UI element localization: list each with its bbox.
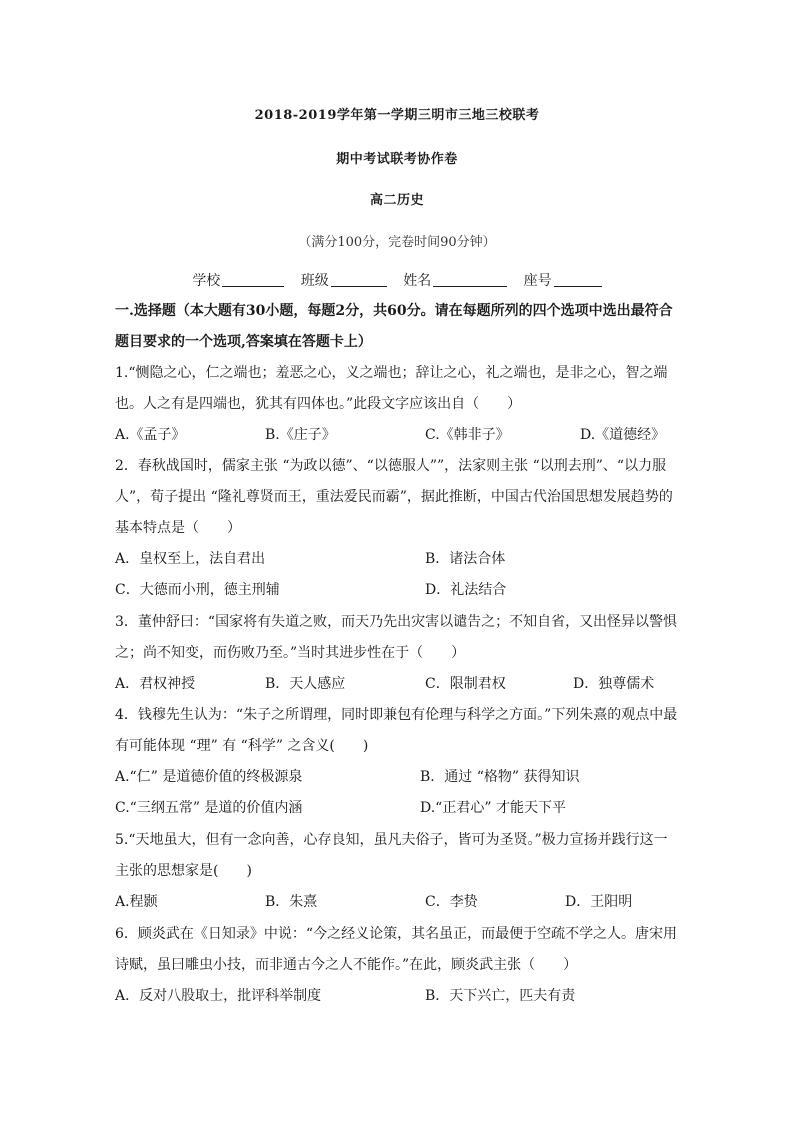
question-2-line3: 基本特点是（ ） — [115, 520, 241, 536]
question-4-line2: 有可能体现 “理” 有 “科学” 之含义( ) — [115, 738, 369, 754]
q4-option-d[interactable]: D.“正君心” 才能天下平 — [420, 800, 566, 816]
question-2-options-row1 — [115, 544, 690, 575]
school-field[interactable] — [192, 273, 284, 289]
question-5-line2: 主张的思想家是( ) — [115, 863, 252, 879]
exam-note: （满分100分，完卷时间90分钟） — [298, 235, 496, 250]
q4-option-a[interactable]: A.“仁” 是道德价值的终极源泉 — [115, 769, 303, 785]
q3-option-d[interactable]: D．独尊儒术 — [573, 676, 655, 692]
q4-option-b[interactable]: B．通过 “格物” 获得知识 — [420, 769, 580, 785]
exam-title-line2: 期中考试联考协作卷 — [336, 152, 458, 167]
question-1 — [115, 358, 690, 420]
q2-option-d[interactable]: D．礼法结合 — [425, 582, 507, 598]
section-heading — [115, 296, 685, 358]
question-2-options-row2 — [115, 575, 690, 606]
student-info-fields — [0, 270, 794, 290]
question-4 — [115, 700, 690, 762]
question-3-options — [115, 669, 690, 700]
question-3-line2: 之；尚不知变，而伤败乃至。”当时其进步性在于（ ） — [115, 645, 466, 661]
q3-option-a[interactable]: A．君权神授 — [115, 676, 196, 692]
q1-option-a[interactable]: A.《孟子》 — [115, 427, 186, 443]
name-label: 姓名 — [403, 273, 432, 289]
question-1-line2: 也。人之有是四端也，犹其有四体也。”此段文字应该出自（ ） — [115, 396, 522, 412]
q5-option-a[interactable]: A.程颢 — [115, 894, 158, 910]
question-1-line1: 1.“恻隐之心，仁之端也；羞恶之心，义之端也；辞让之心，礼之端也，是非之心，智之端 — [115, 365, 668, 381]
q2-option-a[interactable]: A．皇权至上，法自君出 — [115, 551, 266, 567]
question-4-options-row1 — [115, 762, 690, 793]
question-2-line1: 2．春秋战国时，儒家主张 “为政以德”、“以德服人””，法家则主张 “以刑去刑”、“以力服 — [115, 458, 667, 474]
question-3-line1: 3．董仲舒曰：“国家将有失道之败，而天乃先出灾害以谴告之；不知自省，又出怪异以警惧 — [115, 614, 678, 630]
q4-option-c[interactable]: C.“三纲五常” 是道的价值内涵 — [115, 800, 303, 816]
section-heading-line2: 题目要求的一个选项,答案填在答题卡上） — [115, 334, 372, 350]
name-field[interactable] — [403, 273, 507, 289]
seat-blank[interactable] — [554, 272, 602, 287]
question-4-options-row2 — [115, 793, 690, 824]
q6-option-b[interactable]: B．天下兴亡，匹夫有责 — [425, 988, 576, 1004]
seat-field[interactable] — [524, 273, 602, 289]
exam-title-line1: 2018-2019学年第一学期三明市三地三校联考 — [254, 108, 540, 123]
q5-option-b[interactable]: B．朱熹 — [265, 894, 318, 910]
class-label: 班级 — [300, 273, 329, 289]
class-blank[interactable] — [331, 272, 387, 287]
q5-option-c[interactable]: C．李贽 — [425, 894, 478, 910]
question-3 — [115, 607, 690, 669]
question-5-options — [115, 887, 690, 918]
q3-option-b[interactable]: B．天人感应 — [265, 676, 346, 692]
question-2-line2: 人”，荀子提出 “隆礼尊贤而王，重法爱民而霸”，据此推断，中国古代治国思想发展趋势的 — [115, 489, 673, 505]
question-5 — [115, 825, 690, 887]
section-heading-line1: 一.选择题（本大题有30小题，每题2分，共60分。请在每题所列的四个选项中选出最符合 — [115, 303, 673, 319]
q1-option-d[interactable]: D.《道德经》 — [580, 427, 666, 443]
question-6-line1: 6．顾炎武在《日知录》中说：“今之经义论策，其名虽正，而最便于空疏不学之人。唐宋用 — [115, 926, 678, 942]
school-label: 学校 — [192, 273, 221, 289]
q1-option-c[interactable]: C.《韩非子》 — [425, 427, 510, 443]
class-field[interactable] — [301, 273, 387, 289]
school-blank[interactable] — [222, 272, 284, 287]
question-2 — [115, 451, 690, 544]
seat-label: 座号 — [523, 273, 552, 289]
q5-option-d[interactable]: D．王阳明 — [565, 894, 633, 910]
q1-option-b[interactable]: B.《庄子》 — [265, 427, 336, 443]
exam-subject: 高二历史 — [369, 193, 424, 208]
q3-option-c[interactable]: C．限制君权 — [425, 676, 506, 692]
q2-option-b[interactable]: B．诸法合体 — [425, 551, 506, 567]
question-6-line2: 诗赋，虽曰雕虫小技，而非通古今之人不能作。”在此，顾炎武主张（ ） — [115, 957, 578, 973]
q6-option-a[interactable]: A．反对八股取士，批评科举制度 — [115, 988, 322, 1004]
question-6 — [115, 919, 690, 981]
name-blank[interactable] — [433, 272, 507, 287]
q2-option-c[interactable]: C．大德而小刑，德主刑辅 — [115, 582, 280, 598]
question-6-options — [115, 981, 690, 1012]
question-4-line1: 4．钱穆先生认为：“朱子之所谓理，同时即兼包有伦理与科学之方面。”下列朱熹的观点中最 — [115, 707, 678, 723]
question-1-options — [115, 420, 690, 451]
question-5-line1: 5.“天地虽大，但有一念向善，心存良知，虽凡夫俗子，皆可为圣贤。”极力宣扬并践行这一 — [115, 832, 668, 848]
